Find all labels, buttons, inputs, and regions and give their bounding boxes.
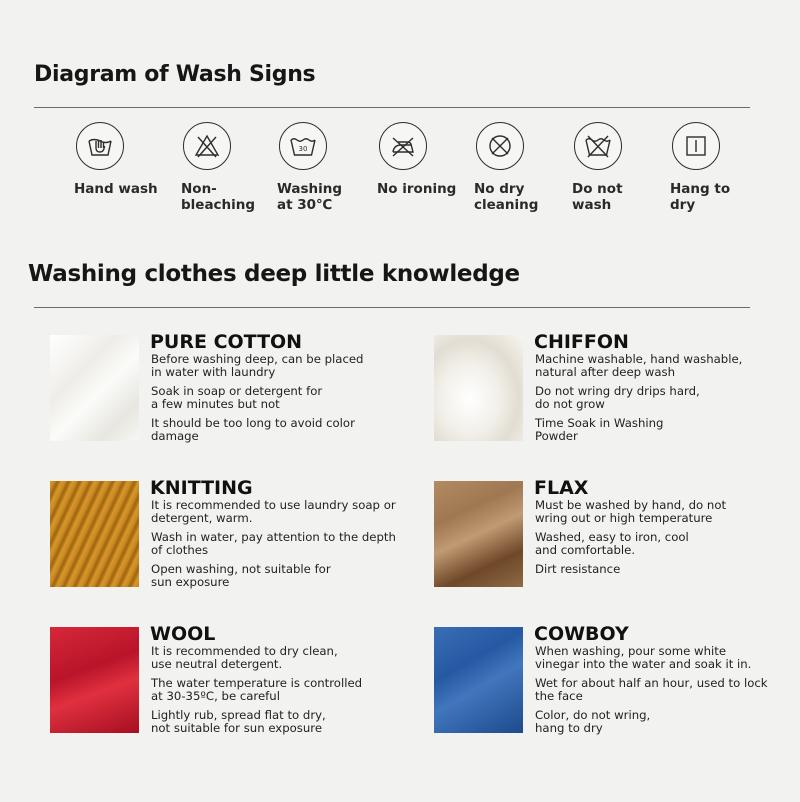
- wash-sign-no-ironing: [377, 122, 472, 197]
- fabric-tip: Washed, easy to iron, cool and comfortable.: [535, 530, 689, 557]
- fabric-tip: Machine washable, hand washable, natural after deep wash: [535, 352, 743, 379]
- knowledge-divider: [34, 307, 750, 308]
- fabric-tip: Must be washed by hand, do not wring out or high temperature: [535, 498, 727, 525]
- knowledge-title: Washing clothes deep little knowledge: [28, 261, 520, 287]
- fabric-tip: Dirt resistance: [535, 562, 621, 576]
- flax-swatch: [434, 481, 523, 587]
- sign-label: Do not wash: [572, 181, 623, 213]
- fabric-tip: When washing, pour some white vinegar into the water and soak it in.: [535, 644, 752, 671]
- sign-label: Hang to dry: [670, 181, 731, 213]
- fabric-name: COWBOY: [534, 623, 629, 645]
- fabric-card-flax: [434, 477, 800, 591]
- fabric-name: CHIFFON: [534, 331, 629, 353]
- washing-30-icon: [279, 122, 327, 170]
- fabric-tip: It is recommended to use laundry soap or detergent, warm.: [151, 498, 396, 525]
- fabric-tip: It is recommended to dry clean, use neutral detergent.: [151, 644, 338, 671]
- wash-sign-do-not-wash: [572, 122, 667, 213]
- wash-sign-washing-30: [277, 122, 372, 213]
- fabric-tip: Before washing deep, can be placed in water with laundry: [151, 352, 364, 379]
- title-divider: [34, 107, 750, 108]
- fabric-tip: Wet for about half an hour, used to lock the face: [535, 676, 768, 703]
- cowboy-swatch: [434, 627, 523, 733]
- hang-to-dry-icon: [672, 122, 720, 170]
- fabric-tip: Open washing, not suitable for sun exposure: [151, 562, 331, 589]
- chiffon-swatch: [434, 335, 523, 441]
- wool-swatch: [50, 627, 139, 733]
- hand-wash-icon: [76, 122, 124, 170]
- fabric-tip: Color, do not wring, hang to dry: [535, 708, 651, 735]
- fabric-card-wool: [50, 623, 420, 737]
- do-not-wash-icon: [574, 122, 622, 170]
- fabric-card-knitting: [50, 477, 420, 591]
- wash-signs-title: Diagram of Wash Signs: [34, 62, 316, 87]
- svg-text:30: 30: [298, 145, 308, 153]
- wash-sign-no-dry-cleaning: [474, 122, 569, 213]
- sign-label: No dry cleaning: [474, 181, 539, 213]
- wash-sign-non-bleaching: [181, 122, 276, 213]
- fabric-name: PURE COTTON: [150, 331, 303, 353]
- fabric-card-pure-cotton: [50, 331, 420, 445]
- no-ironing-icon: [379, 122, 427, 170]
- fabric-tip: Do not wring dry drips hard, do not grow: [535, 384, 700, 411]
- fabric-name: WOOL: [150, 623, 216, 645]
- sign-label: Hand wash: [74, 181, 158, 197]
- fabric-name: KNITTING: [150, 477, 253, 499]
- fabric-tip: It should be too long to avoid color damage: [151, 416, 355, 443]
- sign-label: Non- bleaching: [181, 181, 256, 213]
- fabric-tip: Lightly rub, spread flat to dry, not suitable for sun exposure: [151, 708, 326, 735]
- sign-label: Washing at 30℃: [277, 181, 343, 213]
- wash-sign-hand-wash: [74, 122, 169, 197]
- pure-cotton-swatch: [50, 335, 139, 441]
- fabric-tip: Time Soak in Washing Powder: [535, 416, 664, 443]
- non-bleaching-icon: [183, 122, 231, 170]
- wash-sign-hang-to-dry: [670, 122, 765, 213]
- fabric-tip: Wash in water, pay attention to the depth of clothes: [151, 530, 396, 557]
- fabric-name: FLAX: [534, 477, 589, 499]
- sign-label: No ironing: [377, 181, 457, 197]
- fabric-card-cowboy: [434, 623, 800, 737]
- fabric-card-chiffon: [434, 331, 800, 445]
- knitting-swatch: [50, 481, 139, 587]
- fabric-tip: Soak in soap or detergent for a few minutes but not: [151, 384, 323, 411]
- fabric-tip: The water temperature is controlled at 30-35ºC, be careful: [151, 676, 363, 703]
- no-dry-cleaning-icon: [476, 122, 524, 170]
